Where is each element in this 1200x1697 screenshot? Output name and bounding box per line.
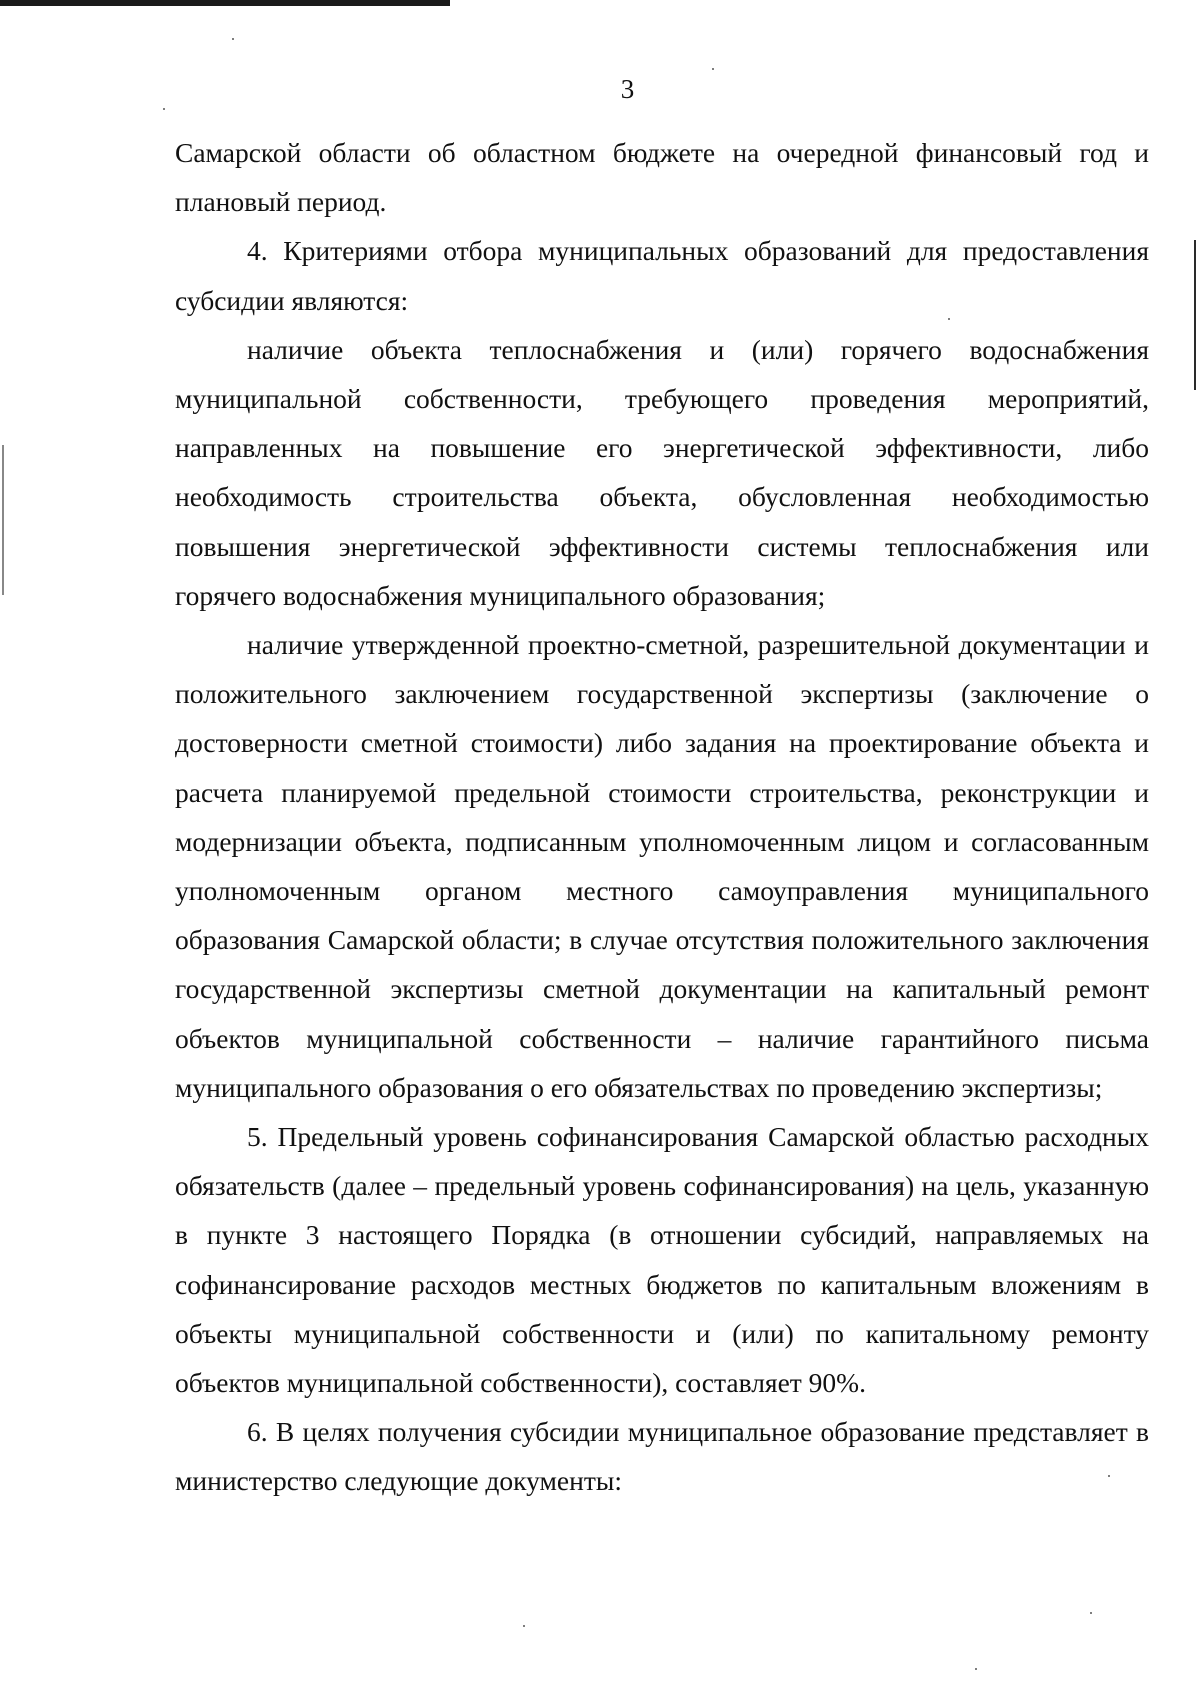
- scan-speck: [1090, 1612, 1092, 1614]
- scan-speck: [712, 68, 714, 70]
- paragraph-item-5: 5. Предельный уровень софинансирования Самарской областью расходных обязательств (далее – предельный уровень софинансирования) на цель, указанную в пункте 3 настоящего Порядка (в отношении субсидий, направляемых на софинансирование расходов местных бюджетов по капитальным вложениям в объекты муниципальной собственности и (или) по капитальному ремонту объектов муниципальной собственности), составляет 90%.: [175, 1121, 1149, 1399]
- document-body: [175, 128, 1149, 1506]
- scan-speck: [232, 38, 234, 40]
- scan-speck: [523, 1625, 525, 1627]
- paragraph-item-6: 6. В целях получения субсидии муниципальное образование представляет в министерство следующие документы:: [175, 1416, 1149, 1497]
- scan-edge-left: [2, 445, 4, 595]
- scan-speck: [975, 1668, 977, 1670]
- paragraph-item-4: 4. Критериями отбора муниципальных образований для предоставления субсидии являются:: [175, 235, 1149, 316]
- scan-speck: [163, 108, 165, 110]
- page-number: 3: [620, 74, 635, 104]
- scan-edge-right: [1194, 240, 1196, 390]
- paragraph-criterion-2: наличие утвержденной проектно-сметной, разрешительной документации и положительного заключением государственной экспертизы (заключение о достоверности сметной стоимости) либо задания на проектирование объекта и расчета планируемой предельной стоимости строительства, реконструкции и модернизации объекта, подписанным уполномоченным лицом и согласованным уполномоченным органом местного самоуправления муниципального образования Самарской области; в случае отсутствия положительного заключения государственной экспертизы сметной документации на капитальный ремонт объектов муниципальной собственности – наличие гарантийного письма муниципального образования о его обязательствах по проведению экспертизы;: [175, 629, 1149, 1103]
- paragraph-criterion-1: наличие объекта теплоснабжения и (или) горячего водоснабжения муниципальной собственности, требующего проведения мероприятий, направленных на повышение его энергетической эффективности, либо необходимость строительства объекта, обусловленная необходимостью повышения энергетической эффективности системы теплоснабжения или горячего водоснабжения муниципального образования;: [175, 333, 1149, 611]
- paragraph-continuation: Самарской области об областном бюджете на очередной финансовый год и плановый период.: [175, 137, 1149, 218]
- scan-edge-top: [0, 0, 450, 6]
